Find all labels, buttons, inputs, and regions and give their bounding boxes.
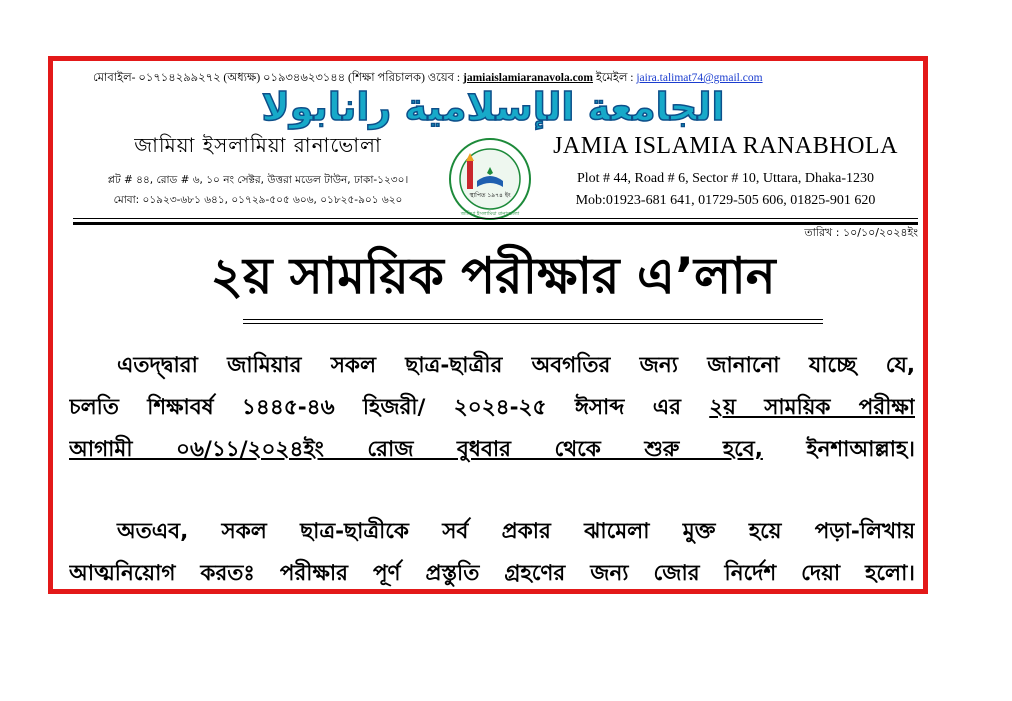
english-institution-name: JAMIA ISLAMIA RANABHOLA bbox=[553, 133, 898, 159]
bengali-address: প্লট # ৪৪, রোড # ৬, ১০ নং সেক্টর, উত্তরা মডেল টাউন, ঢাকা-১২৩০। bbox=[107, 174, 409, 186]
paragraph-1-line-3 bbox=[69, 429, 915, 471]
email-link[interactable]: jaira.talimat74@gmail.com bbox=[636, 72, 763, 84]
logo-ring-text: জামিয়া ইসলামিয়া রানাভোলা bbox=[460, 211, 520, 217]
notice-frame bbox=[48, 56, 928, 594]
paragraph-1-line-2-text: চলতি শিক্ষাবর্ষ ১৪৪৫-৪৬ হিজরী/ ২০২৪-২৫ ঈসাব্দ এর bbox=[69, 395, 710, 420]
english-mobile: Mob:01923-681 641, 01729-505 606, 01825-901 620 bbox=[575, 193, 876, 208]
email-label: ইমেইল : bbox=[593, 72, 637, 84]
paragraph-1-line-3-text: ইনশাআল্লাহ। bbox=[762, 437, 915, 462]
arabic-institution-name: الجامعة الإسلامية رانابولا bbox=[261, 85, 725, 129]
english-address: Plot # 44, Road # 6, Sector # 10, Uttara, Dhaka-1230 bbox=[576, 171, 875, 186]
paragraph-2-line-2: আত্মনিয়োগ করতঃ পরীক্ষার পূর্ণ প্রস্তুতি গ্রহণের জন্য জোর নির্দেশ দেয়া হলো। bbox=[69, 561, 915, 586]
paragraph-2-line-1: অতএব, সকল ছাত্র-ছাত্রীকে সর্ব প্রকার ঝামেলা মুক্ত হয়ে পড়া-লিখায় bbox=[117, 519, 915, 544]
notice-paragraph-2 bbox=[69, 511, 915, 595]
exam-name-highlight: ২য় সাময়িক পরীক্ষা bbox=[709, 395, 915, 420]
institution-logo bbox=[445, 137, 535, 221]
paragraph-1-line-1: এতদ্দ্বারা জামিয়ার সকল ছাত্র-ছাত্রীর অবগতির জন্য জানানো যাচ্ছে যে, bbox=[117, 353, 915, 378]
notice-title: ২য় সাময়িক পরীক্ষার এ’লান bbox=[210, 247, 776, 305]
title-underline-bottom bbox=[243, 323, 823, 324]
exam-date-highlight: আগামী ০৬/১১/২০২৪ইং রোজ বুধবার থেকে শুরু হবে, bbox=[69, 437, 763, 462]
notice-date: তারিখ : ১০/১০/২০২৪ইং bbox=[804, 226, 918, 239]
logo-established-text: স্থাপিত ১৯৭৪ ইং bbox=[469, 192, 511, 199]
bengali-institution-name: জামিয়া ইসলামিয়া রানাভোলা bbox=[134, 133, 382, 157]
website-link[interactable]: jamiaislamiaranavola.com bbox=[463, 72, 593, 84]
header-divider-thin bbox=[73, 218, 918, 219]
title-underline-top bbox=[243, 319, 823, 320]
contact-text: মোবাইল- ০১৭১৪২৯৯২৭২ (অধ্যক্ষ) ০১৯৩৪৬২৩১৪৪ (শিক্ষা পরিচালক) ওয়েব : bbox=[93, 72, 463, 84]
notice-paragraph-1 bbox=[69, 345, 915, 471]
paragraph-1-line-2 bbox=[69, 387, 915, 429]
bengali-mobile: মোবা: ০১৯২৩-৬৮১ ৬৪১, ০১৭২৯-৫০৫ ৬০৬, ০১৮২৫-৯০১ ৬২০ bbox=[113, 194, 403, 206]
